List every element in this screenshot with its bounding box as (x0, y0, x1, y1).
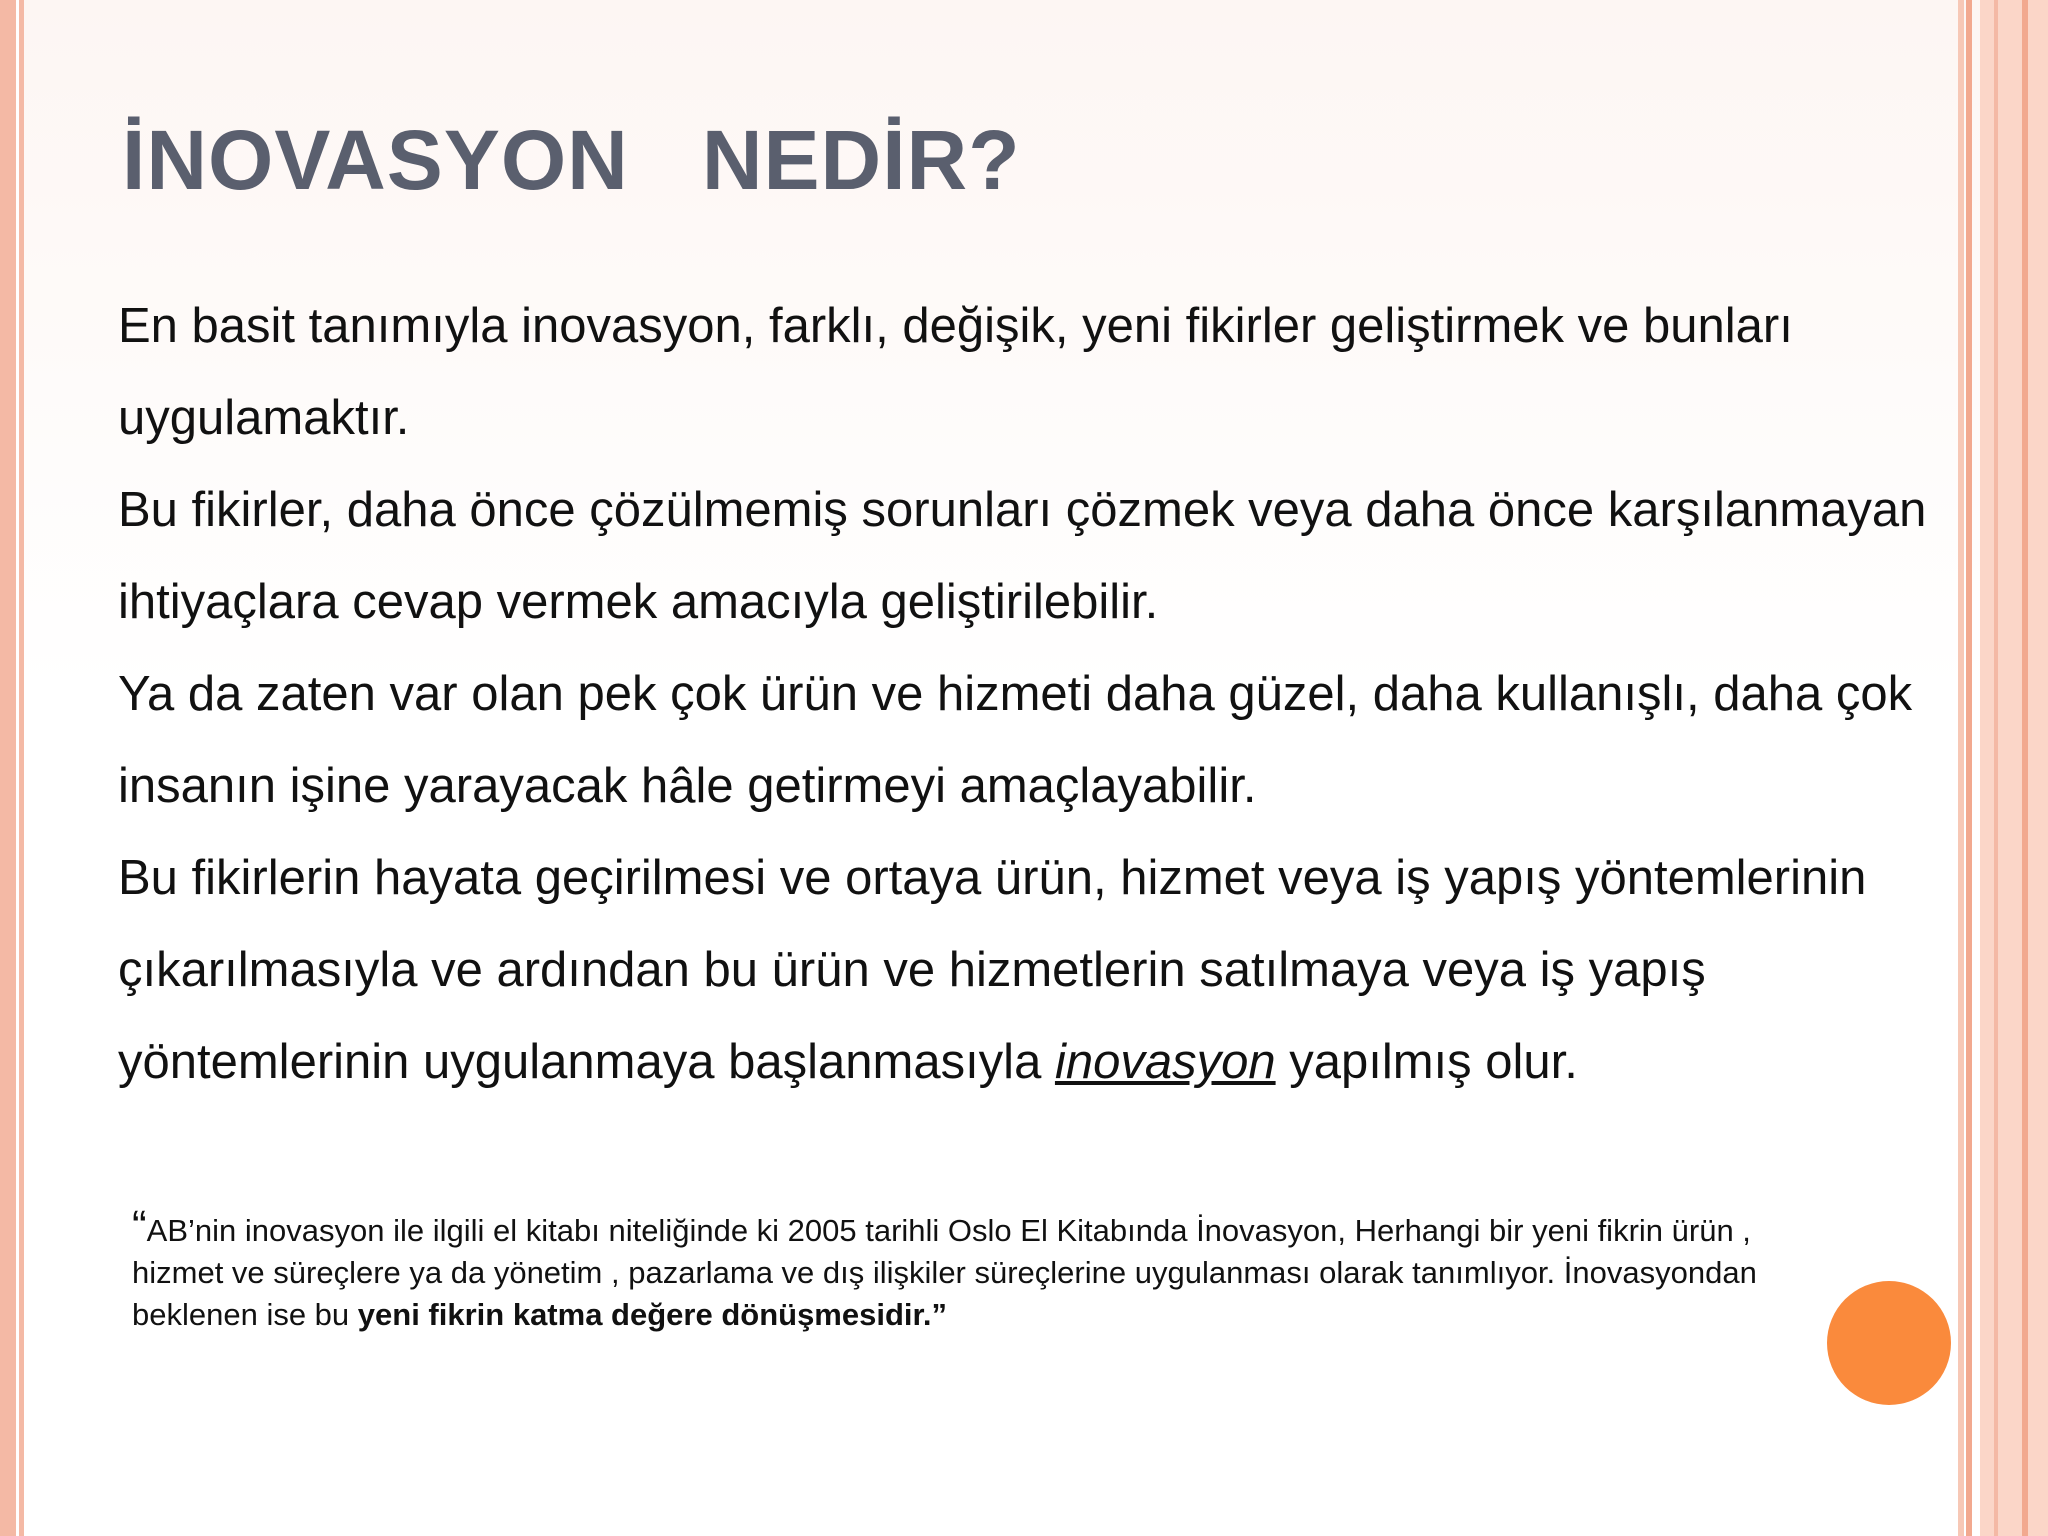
right-border-stripe (1966, 0, 1972, 1536)
paragraph-last (118, 832, 1948, 1108)
paragraph: Bu fikirler, daha önce çözülmemiş sorunları çözmek veya daha önce karşılanmayan ihtiyaçlara cevap vermek amacıyla geliştirilebilir. (118, 483, 1927, 629)
slide-body (118, 280, 1948, 1108)
left-border-decoration (0, 0, 24, 1536)
right-border-band (1980, 0, 2048, 1536)
quote-block (132, 1202, 1772, 1336)
paragraph-text: Bu fikirlerin hayata geçirilmesi ve ortaya ürün, hizmet veya iş yapış yöntemlerinin çıkarılmasıyla ve ardından bu ürün ve hizmetlerin satılmaya veya iş yapış yöntemlerinin uygulanmaya başlanmasıyla (118, 851, 1867, 1089)
quote-text: AB’nin inovasyon ile ilgili el kitabı niteliğinde ki 2005 tarihli Oslo El Kitabında İnovasyon, Herhangi bir yeni fikrin ürün , hizmet ve süreçlere ya da yönetim , pazarlama ve dış ilişkiler süreçlerine uygulanması olarak tanımlıyor. İnovasyondan beklenen ise bu (132, 1213, 1757, 1332)
right-border-stripe (1958, 0, 1964, 1536)
orange-circle-decoration (1827, 1281, 1951, 1405)
paragraph-text: yapılmış olur. (1275, 1035, 1578, 1089)
paragraph: En basit tanımıyla inovasyon, farklı, değişik, yeni fikirler geliştirmek ve bunları uygulamaktır. (118, 299, 1793, 445)
emphasized-term: inovasyon (1054, 1035, 1276, 1089)
paragraph: Ya da zaten var olan pek çok ürün ve hizmeti daha güzel, daha kullanışlı, daha çok insanın işine yarayacak hâle getirmeyi amaçlayabilir. (118, 667, 1913, 813)
quote-bold-text: yeni fikrin katma değere dönüşmesidir.” (357, 1297, 947, 1332)
quote-mark: “ (132, 1202, 147, 1251)
slide-title: İNOVASYON NEDİR? (122, 113, 1021, 207)
